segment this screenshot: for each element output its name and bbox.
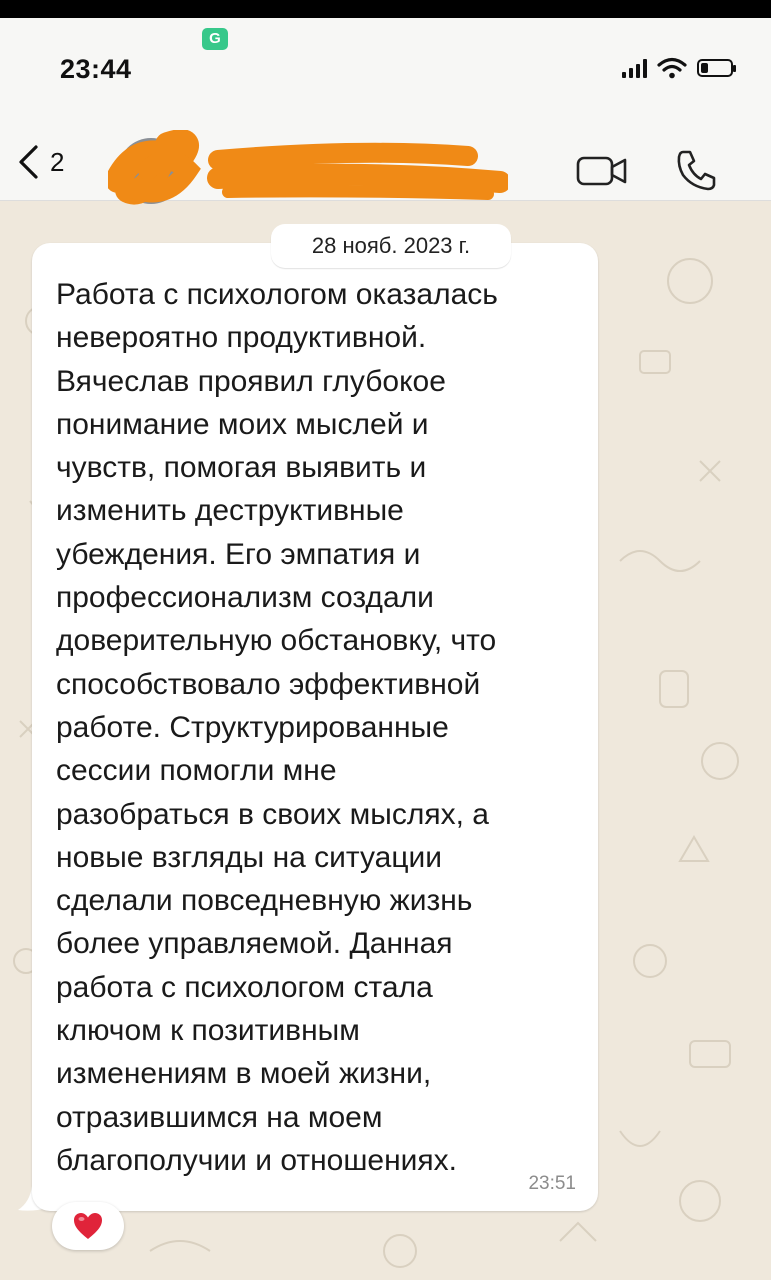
top-bar [0,18,771,201]
app-badge-icon: G [202,28,228,50]
status-icons [622,56,733,80]
heart-icon [72,1211,104,1241]
message-bubble[interactable] [32,243,598,1211]
back-button[interactable] [16,144,64,180]
status-time: 23:44 [60,54,132,84]
phone-call-icon[interactable] [674,148,718,192]
date-separator: 28 нояб. 2023 г. [271,224,511,268]
signal-icon [622,58,647,78]
video-call-icon[interactable] [576,152,628,190]
wifi-icon [657,57,687,79]
message-time: 23:51 [528,1173,576,1194]
battery-icon [697,59,733,77]
message-text: Работа с психологом оказалась невероятно продуктивной. Вячеслав проявил глубокое понимание моих мыслей и чувств, помогая выявить и изменить деструктивные убеждения. Его эмпатия и профессионализм создали доверительную обстановку, что способствовало эффективной работе. Структурированные сессии помогли мне разобраться в своих мыслях, а новые взгляды на ситуации сделали повседневную жизнь более управляемой. Данная работа с психологом стала ключом к позитивным изменениям в моей жизни, отразившимся на моем благополучии и отношениях. [56,278,498,1177]
chat-screen [0,18,771,1280]
unread-count: 2 [50,146,65,177]
reaction-badge[interactable] [52,1202,124,1250]
chevron-left-icon [16,144,40,180]
